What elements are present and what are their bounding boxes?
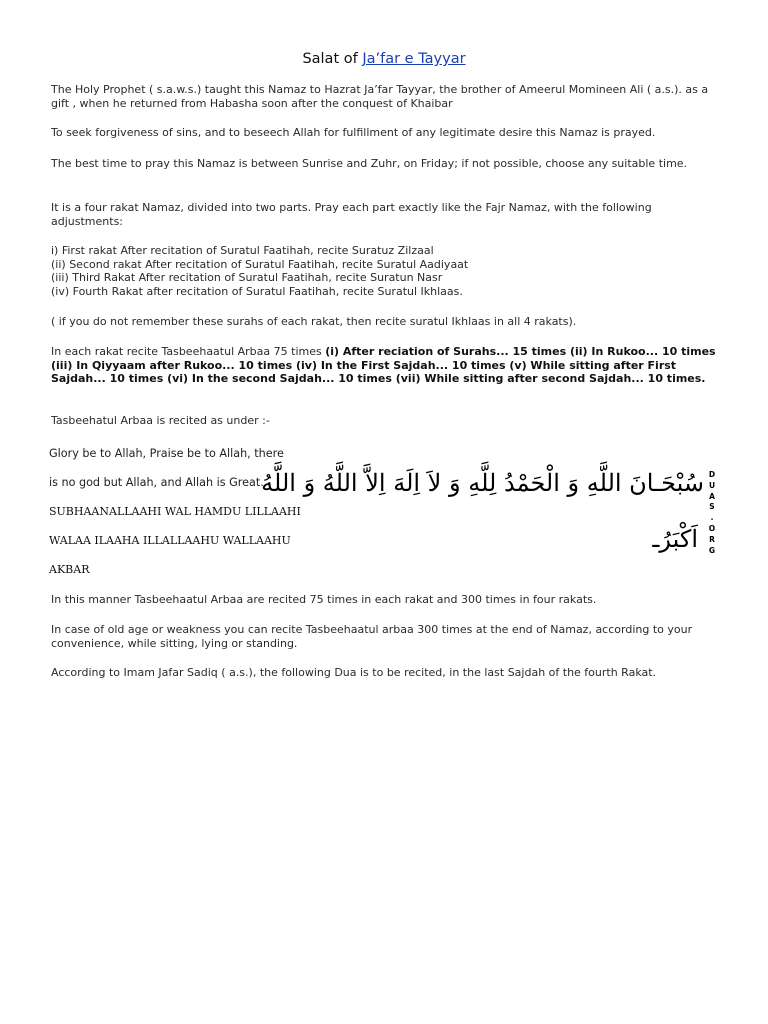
reminder-paragraph: ( if you do not remember these surahs of each rakat, then recite suratul Ikhlaas in all 4 rakats).: [51, 315, 577, 328]
title-prefix: Salat of: [302, 51, 363, 67]
tasbeeh-arabic-line-1: سُبْحَـانَ اللَّهِ وَ الْحَمْدُ لِلَّهِ وَ لاَ اِلَهَ اِلاَّ اللَّهُ وَ اللَّهُ: [261, 469, 704, 497]
old-age-paragraph: In case of old age or weakness you can recite Tasbeehaatul arbaa 300 times at the end of Namaz, according to your convenience, while sitting, lying or standing.: [51, 623, 693, 650]
rakat-step: (iv) Fourth Rakat after recitation of Suratul Faatihah, recite Suratul Ikhlaas.: [51, 284, 463, 298]
intro-paragraph: The Holy Prophet ( s.a.w.s.) taught this Namaz to Hazrat Ja’far Tayyar, the brother of Ameerul Momineen Ali ( a.s.). as a gift , when he returned from Habasha soon after the conquest of Khaibar: [51, 83, 709, 110]
structure-paragraph: It is a four rakat Namaz, divided into two parts. Pray each part exactly like the Fajr Namaz, with the following adjustments:: [51, 201, 652, 228]
rakat-step: (iii) Third Rakat After recitation of Suratul Faatihah, recite Suratun Nasr: [51, 271, 443, 284]
recited-as-paragraph: Tasbeehatul Arbaa is recited as under :-: [51, 414, 270, 427]
purpose-paragraph: To seek forgiveness of sins, and to beseech Allah for fulfillment of any legitimate desire this Namaz is prayed.: [51, 126, 656, 139]
rakat-step: (ii) Second rakat After recitation of Suratul Faatihah, recite Suratul Aadiyaat: [51, 257, 469, 271]
tasbeeh-english-line-1: Glory be to Allah, Praise be to Allah, there: [49, 447, 284, 460]
tasbeeh-translit-line-1: SUBHAANALLAAHI WAL HAMDU LILLAAHI: [49, 505, 301, 518]
dua-paragraph: According to Imam Jafar Sadiq ( a.s.), the following Dua is to be recited, in the last Sajdah of the fourth Rakat.: [51, 666, 657, 679]
each-rakat-paragraph: [51, 345, 727, 386]
each-rakat-intro: In each rakat recite Tasbeehaatul Arbaa 75 times: [51, 345, 326, 358]
tasbeeh-translit-line-3: AKBAR: [49, 563, 90, 576]
duas-org-watermark: D U A S . O R G: [708, 470, 716, 555]
rakat-steps-list: [51, 244, 727, 298]
title-link[interactable]: Ja’far e Tayyar: [362, 51, 466, 67]
rakat-step: i) First rakat After recitation of Suratul Faatihah, recite Suratuz Zilzaal: [51, 244, 434, 257]
best-time-paragraph: The best time to pray this Namaz is between Sunrise and Zuhr, on Friday; if not possible, choose any suitable time.: [51, 157, 688, 170]
tasbeeh-translit-line-2: WALAA ILAAHA ILLALLAAHU WALLAAHU: [49, 534, 291, 547]
tasbeeh-arabic-line-2: اَكْبَرُـ: [652, 525, 698, 553]
each-rakat-counts: (i) After reciation of Surahs... 15 times (ii) In Rukoo... 10 times (iii) In Qiyyaam after Rukoo... 10 times (iv) In the First Sajdah... 10 times (v) While sitting after First Sajdah... 10 times (vi) In the second Sajdah... 10 times (vii) While sitting after second Sajdah... 10 times.: [51, 345, 716, 385]
total-paragraph: In this manner Tasbeehaatul Arbaa are recited 75 times in each rakat and 300 times in four rakats.: [51, 593, 597, 606]
page-title: [0, 51, 768, 67]
tasbeeh-english-line-2: is no god but Allah, and Allah is Great.: [49, 476, 264, 489]
